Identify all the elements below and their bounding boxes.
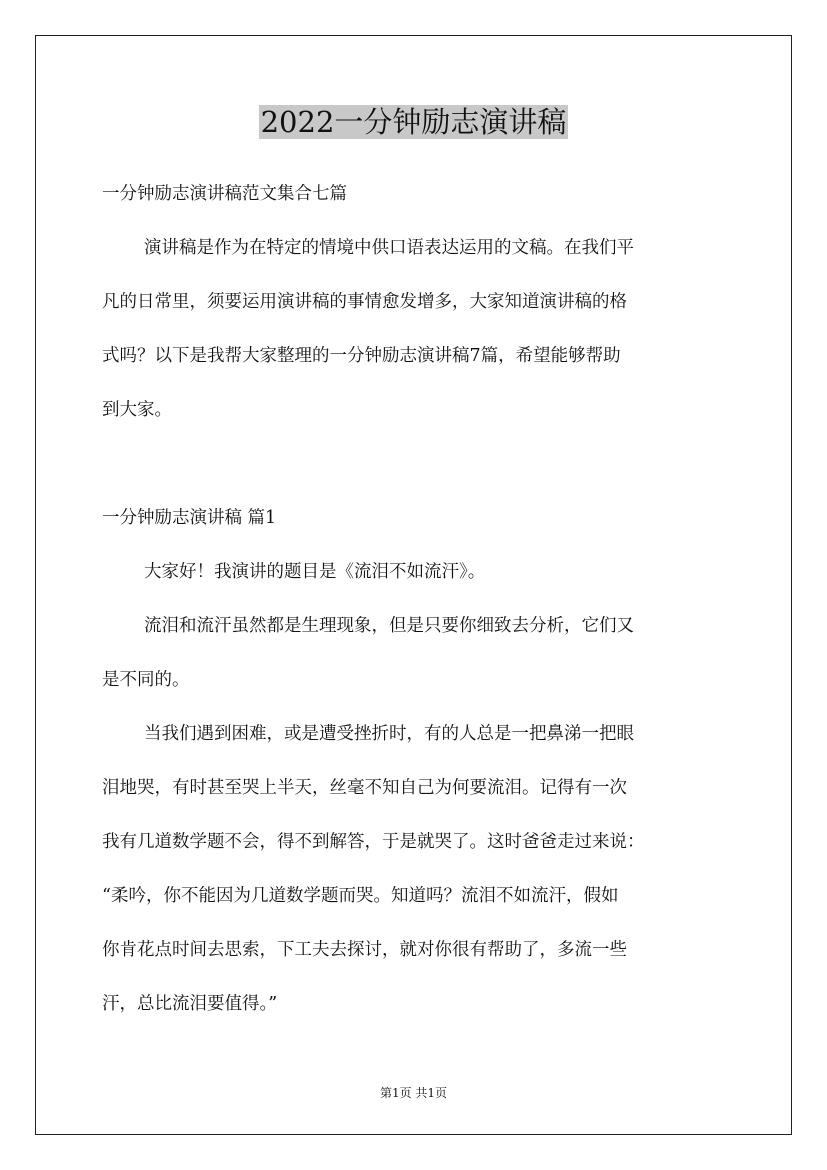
document-title	[0, 100, 827, 144]
intro-line: 到大家。	[102, 400, 172, 420]
body-line: 是不同的。	[102, 670, 190, 690]
body-line: 汗，总比流泪要值得。”	[102, 994, 278, 1014]
body-line: 大家好！我演讲的题目是《流泪不如流汗》。	[144, 562, 486, 582]
page-number-footer: 第1页 共1页	[379, 1086, 448, 1100]
intro-line: 演讲稿是作为在特定的情境中供口语表达运用的文稿。在我们平	[144, 238, 634, 258]
section-heading: 一分钟励志演讲稿 篇1	[102, 508, 277, 528]
document-subtitle: 一分钟励志演讲稿范文集合七篇	[102, 184, 347, 204]
body-line: 泪地哭，有时甚至哭上半天，丝毫不知自己为何要流泪。记得有一次	[102, 778, 627, 798]
body-line: 你肯花点时间去思索，下工夫去探讨，就对你很有帮助了，多流一些	[102, 940, 627, 960]
document-title-text: 2022一分钟励志演讲稿	[260, 105, 567, 139]
body-line: 我有几道数学题不会，得不到解答，于是就哭了。这时爸爸走过来说：	[102, 832, 645, 852]
body-line: 流泪和流汗虽然都是生理现象，但是只要你细致去分析，它们又	[144, 616, 634, 636]
body-line: “柔吟，你不能因为几道数学题而哭。知道吗？流泪不如流汗，假如	[102, 886, 619, 906]
body-line: 当我们遇到困难，或是遭受挫折时，有的人总是一把鼻涕一把眼	[144, 724, 634, 744]
intro-line: 凡的日常里，须要运用演讲稿的事情愈发增多，大家知道演讲稿的格	[102, 292, 627, 312]
intro-line: 式吗？以下是我帮大家整理的一分钟励志演讲稿7篇，希望能够帮助	[102, 346, 621, 366]
